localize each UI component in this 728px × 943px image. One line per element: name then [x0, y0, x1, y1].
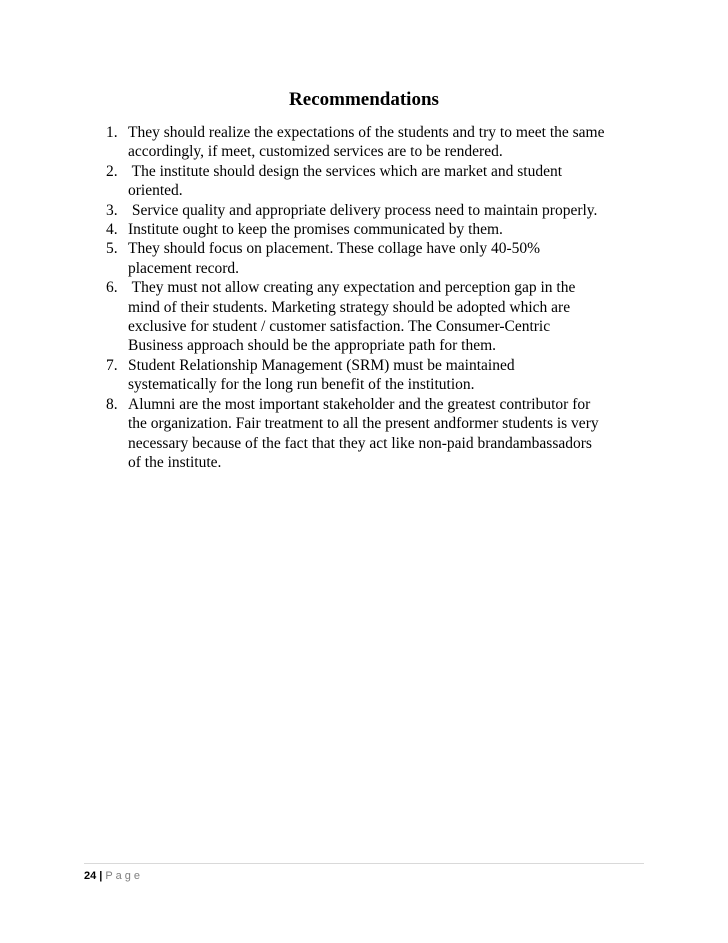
list-item-number: 2.	[106, 162, 118, 180]
list-item-text-line: The institute should design the services which are market and student	[128, 162, 563, 180]
list-item	[106, 395, 651, 473]
list-item-text-line: They should focus on placement. These collage have only 40-50%	[128, 240, 541, 258]
list-item-text-line: They must not allow creating any expectation and perception gap in the	[128, 279, 576, 297]
list-item-text-line: the organization. Fair treatment to all the present andformer students is very	[128, 415, 599, 433]
page-number: 24	[84, 870, 97, 882]
list-item-text-line: accordingly, if meet, customized services are to be rendered.	[128, 143, 503, 161]
page-label: Page	[105, 870, 144, 882]
list-item-text-line: Alumni are the most important stakeholder and the greatest contributor for	[128, 395, 591, 413]
list-item-number: 7.	[106, 356, 118, 374]
list-item-text-line: They should realize the expectations of the students and try to meet the same	[128, 124, 605, 141]
list-item-number: 3.	[106, 201, 118, 219]
list-item-text-line: necessary because of the fact that they act like non-paid brandambassadors	[128, 434, 592, 452]
recommendations-list	[106, 123, 651, 472]
list-item-text-line: oriented.	[128, 182, 183, 200]
list-item-number: 1.	[106, 124, 118, 141]
footer-separator: |	[99, 870, 103, 882]
list-item-text-line: exclusive for student / customer satisfaction. The Consumer-Centric	[128, 318, 551, 336]
list-item	[106, 356, 651, 395]
list-item-number: 6.	[106, 279, 118, 297]
list-item-text-line: systematically for the long run benefit of the institution.	[128, 376, 475, 394]
list-item-text-line: mind of their students. Marketing strategy should be adopted which are	[128, 298, 571, 316]
list-item-number: 5.	[106, 240, 118, 258]
list-item-text-line: Service quality and appropriate delivery process need to maintain properly.	[128, 201, 598, 219]
list-item	[106, 201, 651, 220]
list-item	[106, 123, 651, 162]
list-item	[106, 220, 651, 239]
list-item-number: 8.	[106, 395, 118, 413]
page-title: Recommendations	[289, 89, 439, 110]
list-item-text-line: Student Relationship Management (SRM) must be maintained	[128, 356, 515, 374]
list-item	[106, 162, 651, 201]
list-item-text-line: of the institute.	[128, 453, 222, 471]
list-item-text-line: Business approach should be the appropriate path for them.	[128, 337, 497, 355]
list-item	[106, 239, 651, 278]
list-item-text-line: placement record.	[128, 259, 240, 277]
list-item-number: 4.	[106, 221, 118, 239]
list-item	[106, 278, 651, 356]
page-footer	[84, 869, 143, 883]
list-item-text-line: Institute ought to keep the promises communicated by them.	[128, 221, 503, 239]
footer-divider	[84, 863, 644, 864]
